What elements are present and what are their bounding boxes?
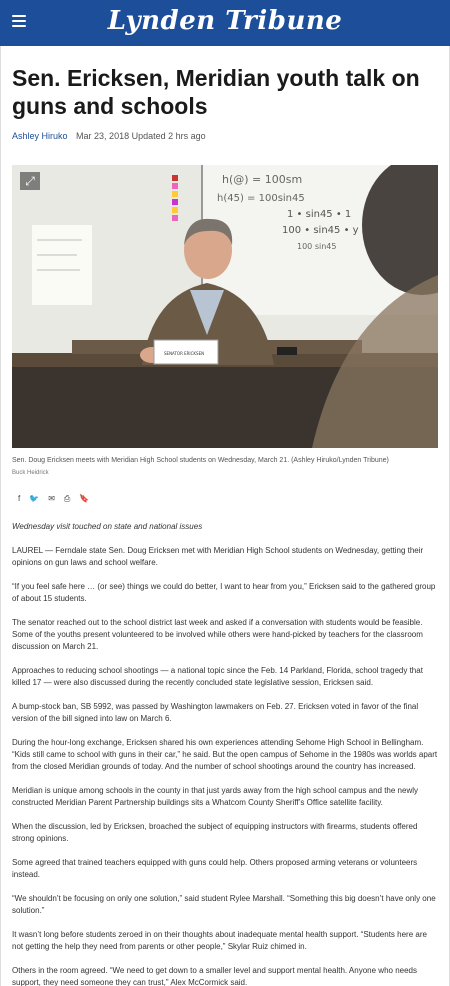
- print-icon[interactable]: ⎙: [63, 494, 71, 503]
- page-border-left: [0, 46, 1, 986]
- article-paragraph: LAUREL — Ferndale state Sen. Doug Ericksen met with Meridian High School students on Wednesday, getting their opinions on gun laws and school welfare.: [12, 546, 424, 567]
- publish-date: Mar 23, 2018 Updated 2 hrs ago: [76, 131, 206, 141]
- share-toolbar: [18, 494, 89, 504]
- article-paragraph: During the hour-long exchange, Ericksen shared his own experiences attending Sehome High School in Bellingham. “Kids still came to school with guns in their car,” he said. But the open campus of Sehome in the 1980s was worlds apart from the closed Meridian grounds of today. And the number of school shootings around the country has increased.: [12, 738, 438, 771]
- article-paragraph: Others in the room agreed. “We need to get down to a smaller level and support mental health. Anyone who needs support, they need someone they can trust,” Alex McCormick said.: [12, 966, 417, 986]
- article-paragraph: Some agreed that trained teachers equipped with guns could help. Others proposed arming veterans or volunteers instead.: [12, 858, 418, 879]
- twitter-icon[interactable]: 🐦: [29, 494, 40, 503]
- photo-credit: Buck Heidrick: [12, 470, 49, 476]
- article-photo[interactable]: [12, 165, 438, 448]
- board-text: 100 • sin45 • y: [282, 225, 359, 236]
- photo-caption: Sen. Doug Ericksen meets with Meridian High School students on Wednesday, March 21. (Ashley Hiruko/Lynden Tribune): [12, 457, 389, 464]
- article-paragraph: Approaches to reducing school shootings — a national topic since the Feb. 14 Parkland, Florida, school tragedy that killed 17 — were also discussed during the recently concluded state legislative session, Ericksen said.: [12, 666, 423, 687]
- article-headline: Sen. Ericksen, Meridian youth talk on guns and schools: [12, 65, 420, 119]
- article-paragraph: It wasn’t long before students zeroed in on their thoughts about inadequate mental health support. “Students here are not getting the help they need from parents or other people,” Skylar Ruiz chimed in.: [12, 930, 427, 951]
- site-header: [0, 0, 450, 46]
- board-text: h(45) = 100sin45: [217, 193, 305, 204]
- bookmark-icon[interactable]: 🔖: [79, 494, 90, 503]
- board-text: 1 • sin45 • 1: [287, 209, 352, 220]
- placard-text: SENATOR ERICKSEN: [164, 351, 205, 356]
- email-icon[interactable]: ✉: [48, 494, 55, 503]
- article-subhead: Wednesday visit touched on state and national issues: [12, 522, 203, 531]
- article-paragraph: “If you feel safe here … (or see) things we could do better, I want to hear from you,” Ericksen said to the gathered group of about 15 students.: [12, 582, 436, 603]
- expand-photo-icon[interactable]: ⤢: [20, 172, 40, 190]
- site-logo[interactable]: Lynden Tribune: [107, 6, 343, 36]
- article-paragraph: “We shouldn’t be focusing on only one solution,” said student Rylee Marshall. “Something this big doesn’t have only one solution.”: [12, 894, 436, 915]
- byline: [12, 131, 206, 141]
- article-paragraph: Meridian is unique among schools in the county in that just yards away from the high school campus and the newly constructed Meridian Parent Partnership buildings sits a Whatcom County Sheriff’s Office satellite facility.: [12, 786, 418, 807]
- article-paragraph: A bump-stock ban, SB 5992, was passed by Washington lawmakers on Feb. 27. Ericksen voted in favor of the final version of the bill signed into law on March 6.: [12, 702, 419, 723]
- board-text: h(@) = 100sm: [222, 173, 303, 186]
- board-text: 100 sin45: [297, 242, 337, 251]
- article-paragraph: The senator reached out to the school district last week and asked if a conversation with students would be feasible. Some of the youths present volunteered to be involved while others were hand-picked by teachers for the classroom discussion on March 21.: [12, 618, 423, 651]
- author-link[interactable]: Ashley Hiruko: [12, 131, 68, 141]
- article-body: [12, 545, 438, 986]
- facebook-icon[interactable]: f: [18, 494, 21, 503]
- article-paragraph: When the discussion, led by Ericksen, broached the subject of equipping instructors with firearms, students offered strong opinions.: [12, 822, 418, 843]
- photo-illustration: [12, 165, 438, 448]
